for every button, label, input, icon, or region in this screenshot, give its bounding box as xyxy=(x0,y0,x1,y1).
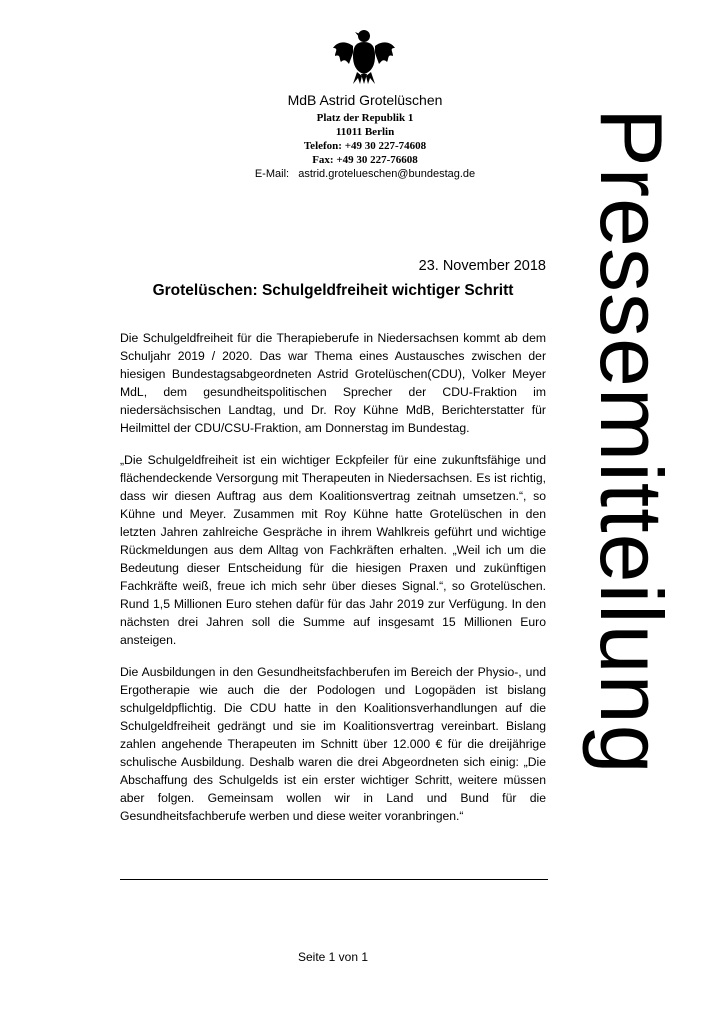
body-text xyxy=(120,330,546,841)
side-title-text: Pressemitteilung xyxy=(582,108,681,775)
headline: Grotelüschen: Schulgeldfreiheit wichtiger Schritt xyxy=(152,282,514,299)
street-address: Platz der Republik 1 xyxy=(316,112,414,124)
page-number: Seite 1 von 1 xyxy=(297,950,369,964)
fax-number: Fax: +49 30 227-76608 xyxy=(312,154,418,166)
paragraph-2: „Die Schulgeldfreiheit ist ein wichtiger Eckpfeiler für eine zukunftsfähige und flächendeckende Versorgung mit Therapeuten in Niedersachsen. Es ist richtig, dass wir diesen Auftrag aus dem Koalitionsvertrag zeitnah umsetzen.“, so Kühne und Meyer. Zusammen mit Roy Kühne hatte Grotelüschen in den letzten Jahren zahlreiche Gespräche in ihrem Wahlkreis geführt und wichtige Rückmeldungen aus dem Alltag von Fachkräften erhalten. „Weil ich um die Bedeutung dieser Entscheidung für die hiesigen Praxen und zukünftigen Fachkräfte weiß, freue ich mich sehr über dieses Signal.“, so Grotelüschen. Rund 1,5 Millionen Euro stehen dafür für das Jahr 2019 zur Verfügung. In den nächsten drei Jahren soll die Summe auf insgesamt 15 Millionen Euro ansteigen. xyxy=(120,453,546,647)
email-address: astrid.grotelueschen@bundestag.de xyxy=(298,168,476,180)
email-label: E-Mail: xyxy=(254,168,290,180)
letterhead xyxy=(170,90,560,181)
email-line xyxy=(170,167,560,181)
phone-number: Telefon: +49 30 227-74608 xyxy=(303,140,427,152)
mdb-name: MdB Astrid Grotelüschen xyxy=(287,92,443,108)
federal-eagle-icon xyxy=(331,26,397,86)
paragraph-3: Die Ausbildungen in den Gesundheitsfachberufen im Bereich der Physio-, und Ergotherapie wie auch die der Podologen und Logopäden ist bislang schulgeldpflichtig. Die CDU hatte in den Koalitionsverhandlungen auf die Schulgeldfreiheit gedrängt und sie im Koalitionsvertrag vereinbart. Bislang zahlen angehende Therapeuten im Schnitt über 12.000 € für die dreijährige schulische Ausbildung. Deshalb waren die drei Abgeordneten sich einig: „Die Abschaffung des Schulgelds ist ein erster wichtiger Schritt, weitere müssen aber folgen. Gemeinsam wollen wir in Land und Bund für die Gesundheitsfachberufe werben und diese weiter voranbringen.“ xyxy=(120,665,546,823)
city-address: 11011 Berlin xyxy=(335,126,395,138)
press-date: 23. November 2018 xyxy=(418,258,546,274)
side-title xyxy=(556,108,706,868)
footer-divider xyxy=(120,879,548,880)
paragraph-1: Die Schulgeldfreiheit für die Therapieberufe in Niedersachsen kommt ab dem Schuljahr 2019 / 2020. Das war Thema eines Austausches zwischen der hiesigen Bundestagsabgeordneten Astrid Grotelüschen(CDU), Volker Meyer MdL, dem gesundheitspolitischen Sprecher der CDU-Fraktion im niedersächsischen Landtag, und Dr. Roy Kühne MdB, Berichterstatter für Heilmittel der CDU/CSU-Fraktion, am Donnerstag im Bundestag. xyxy=(120,331,546,435)
